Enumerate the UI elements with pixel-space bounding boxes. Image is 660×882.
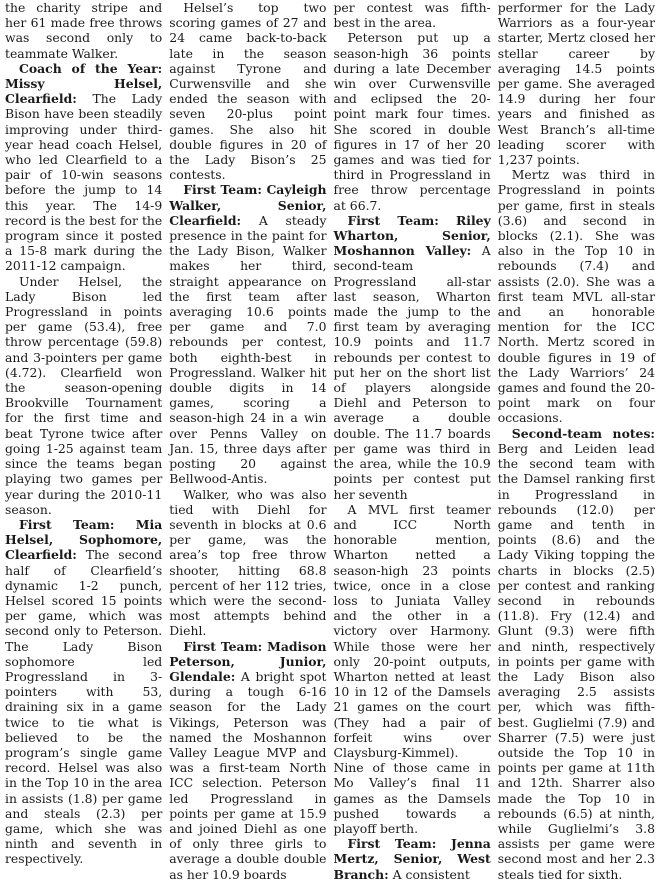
paragraph xyxy=(169,487,326,639)
paragraph xyxy=(334,836,491,882)
paragraph-text: Peterson put up a season-high 36 points during a late December win over Curwensville and eclipsed the 20-point mark four times. She scored in double figures in 17 of her 20 games and was tied for third in Progressland in free throw percentage at 66.7. xyxy=(333,30,491,213)
paragraph xyxy=(169,182,326,486)
column-3 xyxy=(333,0,491,882)
paragraph xyxy=(498,0,655,167)
section-heading: First Team: Mia Helsel, Sophomore, Clearfield: xyxy=(5,516,163,563)
paragraph-text: the charity stripe and her 61 made free throws was second only to teammate Walker. xyxy=(5,0,163,61)
paragraph-text: A second-team Progressland all-star last season, Wharton made the jump to the first team by averaging 10.9 points and 11.7 rebounds per contest to put her on the short list of players alongside Diehl and Peterson to average a double double. The 11.7 boards per game was third in the area, while the 10.9 points per contest put her seventh xyxy=(333,243,491,502)
paragraph-text: A MVL first teamer and ICC North honorable mention, Wharton netted a season-high 23 points twice, once in a close loss to Juniata Valley and the other in a victory over Harmony. While those were her only 20-point outputs, Wharton netted at least 10 in 12 of the Damsels 21 games on the court (They had a pair of forfeit wins over Claysburg-Kimmel). Nine of those came in Mo Valley’s final 11 games as the Damsels pushed towards a playoff berth. xyxy=(333,501,491,836)
paragraph-text: The second half of Clearfield’s dynamic 1-2 punch, Helsel scored 15 points per game, which was second only to Peterson. The Lady Bison sophomore led Progressland in 3-pointers with 53, draining six in a game twice to tie what is believed to be the program’s single game record. Helsel was also in the Top 10 in the area in assists (1.8) per game and steals (2.3) per game, which she was ninth and seventh in respectively. xyxy=(5,547,163,867)
paragraph xyxy=(169,0,326,182)
paragraph xyxy=(334,502,491,836)
paragraph xyxy=(5,517,162,867)
paragraph-text: A consistent xyxy=(392,866,470,882)
paragraph xyxy=(334,213,491,502)
paragraph-text: Under Helsel, the Lady Bison led Progressland in points per game (53.4), free throw percentage (59.8) and 3-pointers per game (4.72). Clearfield won the season-opening Brookville Tournament for the first time and beat Tyrone twice after going 1-25 against team since the teams began playing two games per year during the 2010-11 season. xyxy=(5,273,163,517)
paragraph xyxy=(5,0,162,61)
section-heading: First Team: Jenna Mertz, Senior, West Branch: xyxy=(333,836,491,882)
paragraph-text: Mertz was third in Progressland in points per game, first in steals (3.6) and second in blocks (2.1). She was also in the Top 10 in rebounds (7.4) and assists (2.0). She was a first team MVL all-star and an honorable mention for the ICC North. Mertz scored in double figures in 19 of the Lady Warriors’ 24 games and found the 20-point mark on four occasions. xyxy=(497,167,655,426)
paragraph xyxy=(498,426,655,882)
section-heading: First Team: Riley Wharton, Senior, Moshannon Valley: xyxy=(333,212,491,259)
paragraph-text: Berg and Leiden lead the second team with the Damsel ranking first in Progressland in rebounds (12.0) per game and tenth in points (8.6) and the Lady Viking topping the charts in blocks (2.5) per contest and ranking second in rebounds (11.8). Fry (12.4) and Glunt (9.3) were fifth and ninth, respectively in points per game with the Lady Bison also averaging 2.5 assists per, which was fifth-best. Guglielmi (7.9) and Sharrer (7.5) were just outside the Top 10 in points per game at 11th and 12th. Sharrer also made the Top 10 in rebounds (6.5) at ninth, while Guglielmi’s 3.8 assists per game were second most and her 2.3 steals tied for sixth. xyxy=(497,440,655,882)
paragraph-text: The Lady Bison have been steadily improving under third-year head coach Helsel, who led Clearfield to a pair of 10-win seasons before the jump to 14 this year. The 14-9 record is the best for the program since it posted a 15-8 mark during the 2011-12 campaign. xyxy=(5,91,163,274)
paragraph xyxy=(334,30,491,212)
column-2 xyxy=(169,0,327,882)
paragraph xyxy=(498,167,655,425)
paragraph xyxy=(334,0,491,30)
section-heading: Coach of the Year: Missy Helsel, Clearfield: xyxy=(5,60,163,107)
column-1 xyxy=(5,0,163,867)
section-heading: Second-team notes: xyxy=(511,425,655,441)
paragraph-text: A bright spot during a tough 6-16 season for the Lady Vikings, Peterson was named the Moshannon Valley League MVP and was a first-team North ICC selection. Peterson led Progressland in points per game at 15.9 and joined Diehl as one of only three girls to average a double double as her 10.9 boards xyxy=(169,668,327,882)
paragraph-text: Helsel’s top two scoring games of 27 and 24 came back-to-back late in the season against Tyrone and Curwensville and she ended the season with seven 20-plus point games. She also hit double figures in 20 of the Lady Bison’s 25 contests. xyxy=(169,0,327,183)
section-heading: First Team: Cayleigh Walker, Senior, Clearfield: xyxy=(169,182,327,228)
paragraph xyxy=(169,639,326,882)
paragraph-text: A steady presence in the paint for the Lady Bison, Walker makes her third, straight appearance on the first team after averaging 10.6 points per game and 7.0 rebounds per contest, both eighth-best in Progressland. Walker hit double digits in 14 games, scoring a season-high 24 in a win over Penns Valley on Jan. 15, three days after posting 20 against Bellwood-Antis. xyxy=(169,212,327,487)
paragraph xyxy=(5,61,162,274)
paragraph xyxy=(5,274,162,517)
paragraph-text: Walker, who was also tied with Diehl for seventh in blocks at 0.6 per game, was the area’s top free throw shooter, hitting 68.8 percent of her 112 tries, which were the second-most attempts behind Diehl. xyxy=(169,486,327,639)
column-4 xyxy=(497,0,655,882)
paragraph-text: per contest was fifth-best in the area. xyxy=(333,0,491,31)
section-heading: First Team: Madison Peterson, Junior, Glendale: xyxy=(169,638,327,684)
paragraph-text: performer for the Lady Warriors as a four-year starter, Mertz closed her stellar career by averaging 14.5 points per game. She averaged 14.9 during her four years and finished as West Branch’s all-time leading scorer with 1,237 points. xyxy=(497,0,655,168)
